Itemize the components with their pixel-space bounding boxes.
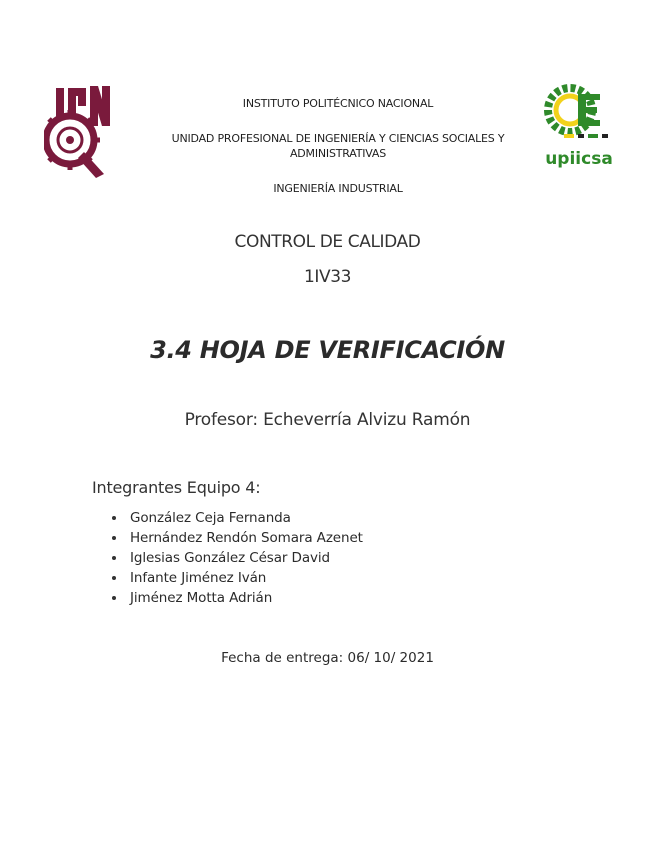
member-name: González Ceja Fernanda: [130, 510, 291, 526]
list-item: [110, 548, 363, 568]
team-member-list: [110, 508, 363, 608]
career-name: INGENIERÍA INDUSTRIAL: [273, 182, 403, 195]
list-item: [110, 588, 363, 608]
institute-name: INSTITUTO POLITÉCNICO NACIONAL: [242, 97, 434, 110]
bullet-icon: [112, 596, 116, 600]
delivery-date: Fecha de entrega: 06/ 10/ 2021: [221, 650, 434, 666]
bullet-icon: [112, 576, 116, 580]
upiicsa-logo: [542, 78, 616, 170]
list-item: [110, 528, 363, 548]
unit-name: UNIDAD PROFESIONAL DE INGENIERÍA Y CIENCIAS SOCIALES Y ADMINISTRATIVAS: [171, 132, 505, 160]
upiicsa-wordmark: upiicsa: [545, 149, 613, 169]
bullet-icon: [112, 536, 116, 540]
member-name: Infante Jiménez Iván: [130, 570, 267, 586]
professor-name: Profesor: Echeverría Alvizu Ramón: [184, 410, 471, 430]
document-title: 3.4 HOJA DE VERIFICACIÓN: [150, 336, 505, 364]
list-item: [110, 568, 363, 588]
member-name: Iglesias González César David: [130, 550, 331, 566]
team-heading: Integrantes Equipo 4:: [92, 478, 261, 497]
bullet-icon: [112, 556, 116, 560]
course-name: CONTROL DE CALIDAD: [234, 232, 421, 252]
course-group: 1IV33: [303, 267, 352, 287]
member-name: Hernández Rendón Somara Azenet: [130, 530, 363, 546]
bullet-icon: [112, 516, 116, 520]
ipn-logo: [44, 82, 112, 180]
member-name: Jiménez Motta Adrián: [130, 590, 273, 606]
list-item: [110, 508, 363, 528]
